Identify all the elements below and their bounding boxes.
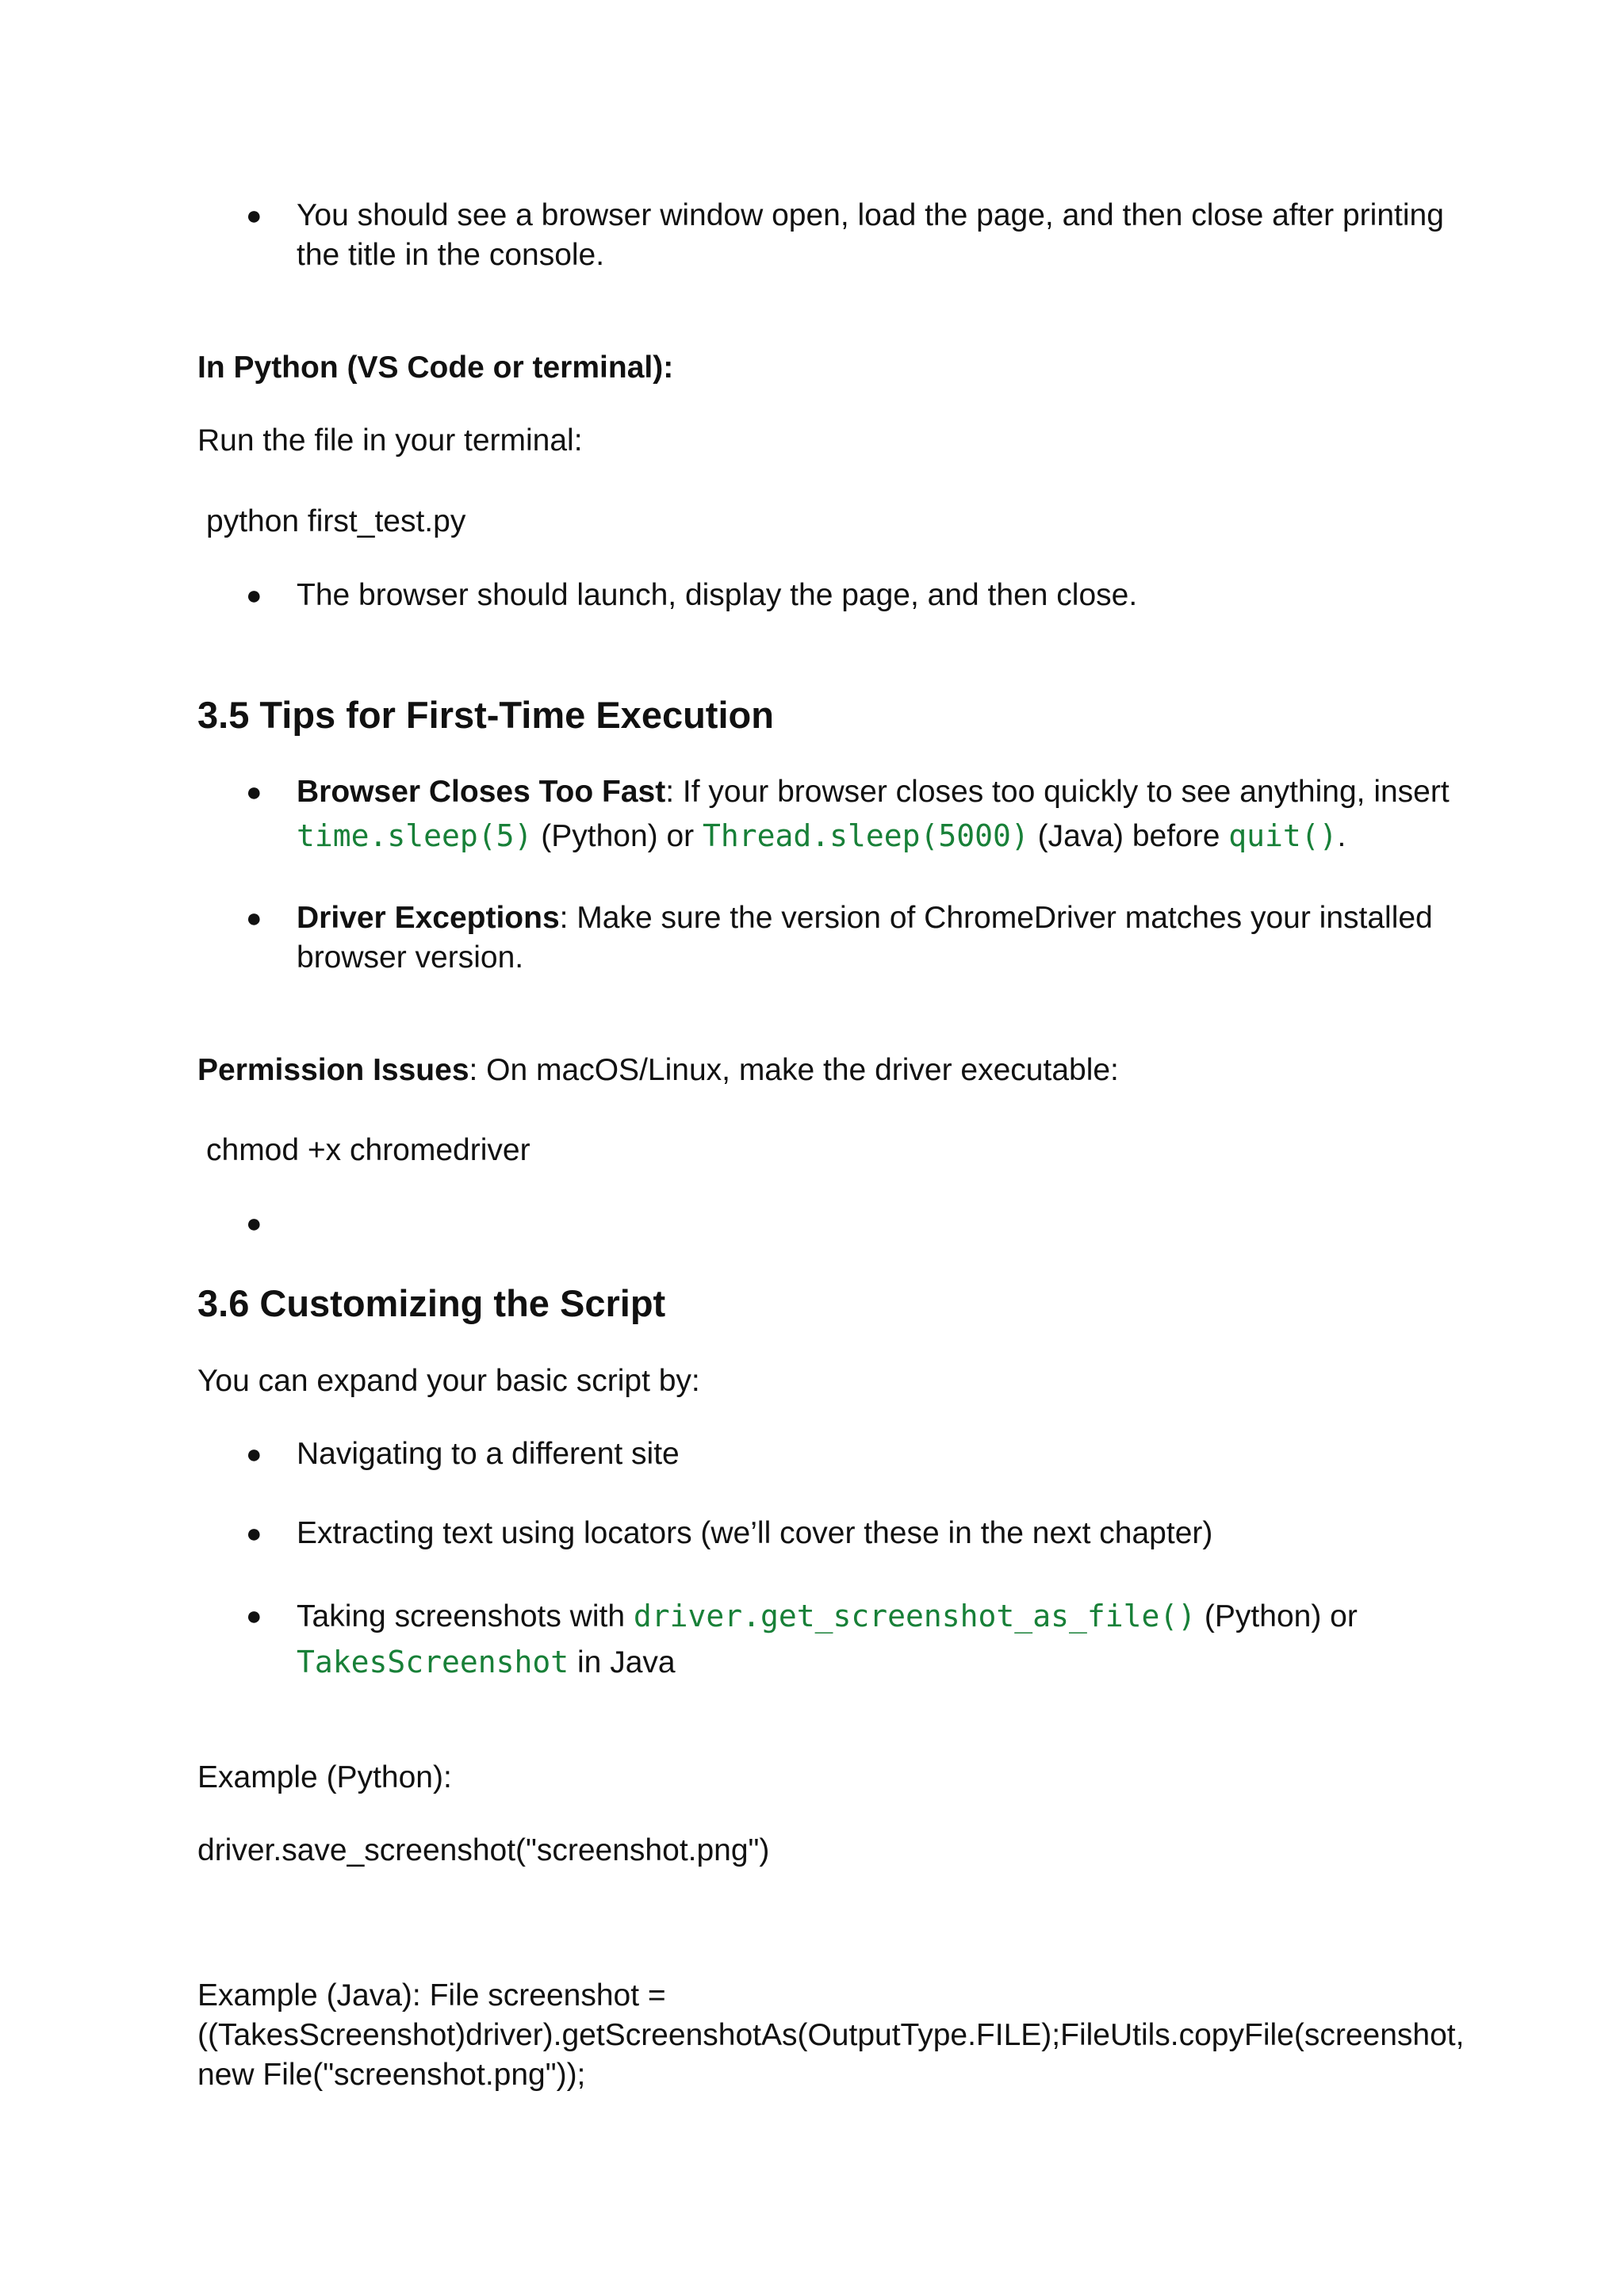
list-item-navigate: Navigating to a different site <box>297 1437 680 1471</box>
screenshots-text-a: Taking screenshots with <box>297 1599 634 1633</box>
tip-driver-exceptions-label: Driver Exceptions <box>297 901 560 935</box>
bullet-marker: ● <box>246 1518 262 1549</box>
tip-text-python-or: (Python) or <box>532 819 703 853</box>
example-java-line2: ((TakesScreenshot)driver).getScreenshotAs(OutputType.FILE);FileUtils.copyFile(screenshot, <box>197 2018 1465 2052</box>
example-java-line3: new File("screenshot.png")); <box>197 2058 586 2092</box>
section-3-6-intro: You can expand your basic script by: <box>197 1364 700 1398</box>
python-subheading: In Python (VS Code or terminal): <box>197 350 674 385</box>
tip-browser-closes-line2 <box>297 816 1346 856</box>
python-run-instruction: Run the file in your terminal: <box>197 423 583 458</box>
screenshots-text-c: in Java <box>569 1645 676 1679</box>
empty-bullet-marker: ● <box>246 1208 262 1239</box>
bullet-marker: ● <box>246 1439 262 1469</box>
chmod-command: chmod +x chromedriver <box>206 1133 530 1167</box>
example-java-line1: Example (Java): File screenshot = <box>197 1978 666 2013</box>
code-takes-screenshot: TakesScreenshot <box>297 1645 569 1679</box>
permission-issues-label: Permission Issues <box>197 1053 469 1087</box>
tip-browser-closes-text: : If your browser closes too quickly to see anything, insert <box>665 775 1450 809</box>
tip-driver-exceptions <box>297 898 1454 978</box>
python-bullet: The browser should launch, display the page, and then close. <box>297 578 1138 612</box>
bullet-marker: ● <box>246 1601 262 1631</box>
tip-text-java-before: (Java) before <box>1028 819 1229 853</box>
tip-driver-exceptions-text: : Make sure the version of ChromeDriver matches your installed browser version. <box>297 901 1433 975</box>
tip-browser-closes-label: Browser Closes Too Fast <box>297 775 666 809</box>
code-get-screenshot-as-file: driver.get_screenshot_as_file() <box>633 1599 1197 1633</box>
code-thread-sleep: Thread.sleep(5000) <box>703 818 1029 853</box>
tip-browser-closes-line1 <box>297 772 1450 812</box>
bullet-marker: ● <box>246 201 262 231</box>
section-3-5-heading: 3.5 Tips for First-Time Execution <box>197 694 774 736</box>
bullet-marker: ● <box>246 903 262 933</box>
example-python-code: driver.save_screenshot("screenshot.png") <box>197 1833 770 1867</box>
list-item-browser-window: You should see a browser window open, load the page, and then close after printing the title in the console. <box>297 198 1444 272</box>
code-quit: quit() <box>1228 818 1338 853</box>
python-command: python first_test.py <box>206 504 466 538</box>
section-3-6-heading: 3.6 Customizing the Script <box>197 1282 666 1324</box>
code-time-sleep: time.sleep(5) <box>297 818 533 853</box>
tip-text-period: . <box>1337 819 1346 853</box>
list-item-extract-text: Extracting text using locators (we’ll cover these in the next chapter) <box>297 1516 1213 1550</box>
screenshots-text-b: (Python) or <box>1196 1599 1358 1633</box>
bullet-marker: ● <box>246 580 262 611</box>
list-item-screenshots-line2 <box>297 1642 676 1683</box>
example-python-label: Example (Python): <box>197 1760 452 1794</box>
permission-issues <box>197 1051 1119 1090</box>
bullet-marker: ● <box>246 777 262 807</box>
permission-issues-text: : On macOS/Linux, make the driver executable: <box>469 1053 1119 1087</box>
list-item-screenshots-line1 <box>297 1596 1358 1637</box>
